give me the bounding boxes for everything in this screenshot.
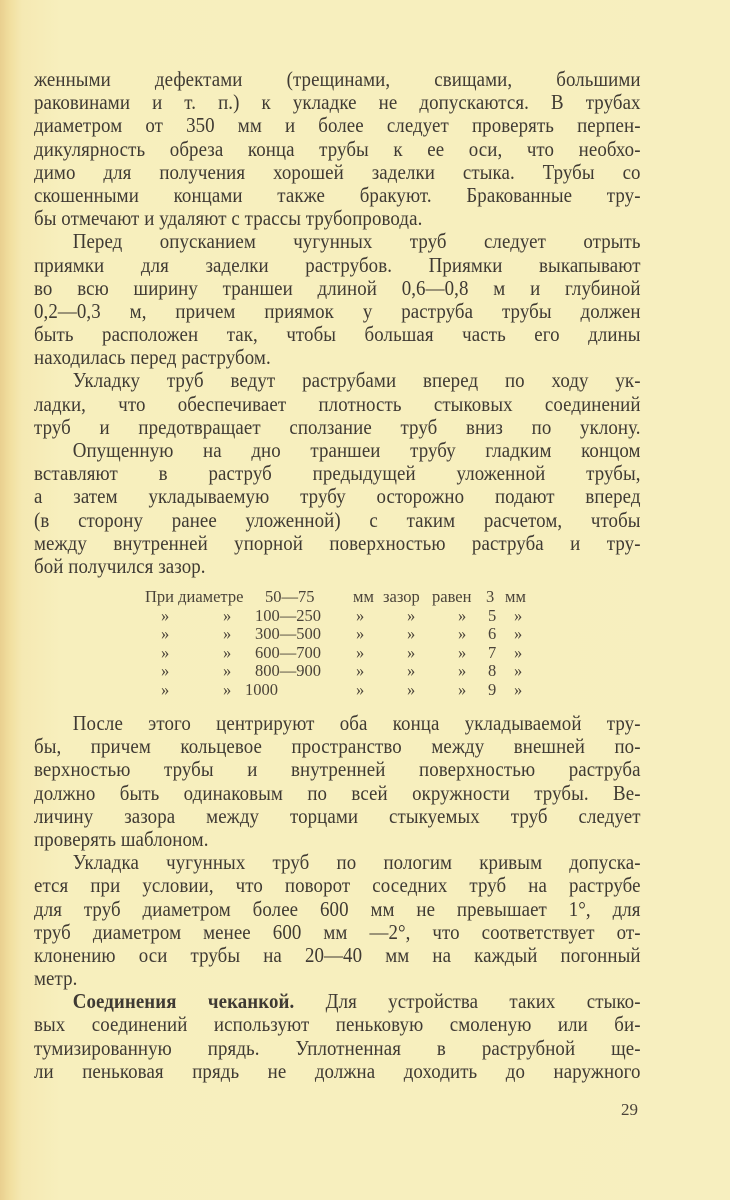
text-line: диаметром от 350 мм и более следует проверять перпен- <box>34 113 641 138</box>
table-cell: 100—250 <box>255 605 321 625</box>
paragraph <box>34 851 641 990</box>
text-line: скошенными концами также бракуют. Бракованные тру- <box>34 182 641 207</box>
text-line: труб диаметром менее 600 мм —2°, что соответствует от- <box>34 919 641 944</box>
table-cell: 1000 <box>245 679 278 699</box>
text-line: бы отмечают и удаляют с трассы трубопровода. <box>34 206 423 231</box>
text-line: быть расположен так, чтобы большая часть его длины <box>34 322 641 347</box>
text-line: Перед опусканием чугунных труб следует отрыть <box>72 229 641 254</box>
text-line: тумизированную прядь. Уплотненная в раструбной ще- <box>34 1035 641 1060</box>
table-cell: » <box>223 605 232 625</box>
table-cell: 600—700 <box>255 642 321 662</box>
text-line: верхностью трубы и внутренней поверхностью раструба <box>34 757 641 782</box>
text-line: После этого центрируют оба конца укладываемой тру- <box>72 711 641 735</box>
paragraph <box>34 439 641 578</box>
table-cell: » <box>407 605 416 625</box>
text-line: ли пеньковая прядь не должна доходить до наружного <box>34 1058 641 1083</box>
table-cell: » <box>407 661 416 681</box>
paragraph <box>34 230 641 369</box>
table-cell: 5 <box>488 605 497 625</box>
text-line: бой получился зазор. <box>34 553 206 578</box>
table-cell: » <box>223 642 232 662</box>
table-cell: » <box>407 679 416 699</box>
table-cell: мм <box>353 587 374 606</box>
text-line: ладки, что обеспечивает плотность стыковых соединений <box>34 391 641 416</box>
table-cell: » <box>514 642 523 662</box>
page-text-upper <box>34 68 641 578</box>
text-line: должно быть одинаковым по всей окружности трубы. Ве- <box>34 780 641 805</box>
text-line: находилась перед раструбом. <box>34 345 271 370</box>
paragraph <box>34 369 641 439</box>
page-text-lower <box>34 712 641 1083</box>
table-cell: » <box>356 605 365 625</box>
paragraph <box>34 68 641 230</box>
table-cell: » <box>161 679 170 699</box>
text-line: между внутренней упорной поверхностью раструба и тру- <box>34 530 641 555</box>
table-cell: » <box>458 679 467 699</box>
table-cell: » <box>356 624 365 644</box>
table-cell: » <box>514 605 523 625</box>
text-line: для труб диаметром более 600 мм не превышает 1°, для <box>34 896 641 921</box>
text-line: Опущенную на дно траншеи трубу гладким концом <box>72 438 641 462</box>
table-cell: » <box>223 679 232 699</box>
table-cell: » <box>458 642 467 662</box>
table-cell: 50—75 <box>265 587 315 606</box>
table-cell: » <box>356 661 365 681</box>
text-line: димо для получения хорошей заделки стыка. Трубы со <box>34 159 641 184</box>
table-cell: » <box>458 605 467 625</box>
text-line: проверять шаблоном. <box>34 826 209 851</box>
text-line: во всю ширину траншеи длиной 0,6—0,8 м и глубиной <box>34 275 641 300</box>
text-line: метр. <box>34 966 78 991</box>
table-cell: мм <box>505 587 526 606</box>
table-cell: » <box>356 642 365 662</box>
text-line: вых соединений используют пеньковую смоленую или би- <box>34 1012 641 1037</box>
text-line: Укладку труб ведут раструбами вперед по ходу ук- <box>72 368 641 393</box>
table-cell: » <box>407 624 416 644</box>
table-cell: 3 <box>486 587 495 606</box>
text-line: приямки для заделки раструбов. Приямки выкапывают <box>34 252 641 277</box>
table-cell: » <box>223 661 232 681</box>
table-cell: » <box>161 661 170 681</box>
table-cell: » <box>161 605 170 625</box>
table-cell: » <box>458 624 467 644</box>
paragraph <box>34 990 641 1083</box>
text-line: раковинами и т. п.) к укладке не допускаются. В трубах <box>34 90 641 115</box>
table-cell: » <box>223 624 232 644</box>
table-cell: » <box>458 661 467 681</box>
table-cell: » <box>514 661 523 681</box>
paragraph <box>34 712 641 851</box>
table-cell: » <box>161 642 170 662</box>
text-line: дикулярность обреза конца трубы к ее оси, что необхо- <box>34 136 641 161</box>
table-cell: 9 <box>488 679 497 699</box>
table-cell: равен <box>432 587 472 606</box>
table-cell: » <box>356 679 365 699</box>
page-number: 29 <box>621 1100 638 1119</box>
table-cell: » <box>514 624 523 644</box>
text-line: Укладка чугунных труб по пологим кривым допуска- <box>72 850 641 875</box>
table-cell: При диаметре <box>145 587 244 606</box>
section-heading: Соединения чеканкой. <box>72 989 295 1014</box>
text-line: а затем укладываемую трубу осторожно подают вперед <box>34 484 641 509</box>
table-cell: зазор <box>383 587 420 606</box>
text-line: труб и предотвращает сползание труб вниз по уклону. <box>34 414 641 439</box>
table-cell: 300—500 <box>255 624 321 644</box>
table-cell: 6 <box>488 624 497 644</box>
table-cell: » <box>161 624 170 644</box>
text-line: (в сторону ранее уложенной) с таким расчетом, чтобы <box>34 507 641 532</box>
text-line: женными дефектами (трещинами, свищами, большими <box>34 67 641 91</box>
table-cell: » <box>514 679 523 699</box>
text-line: личину зазора между торцами стыкуемых труб следует <box>34 803 641 828</box>
table-cell: 800—900 <box>255 661 321 681</box>
text-line <box>34 990 641 1013</box>
text-span: Для устройства таких стыко- <box>294 989 641 1014</box>
text-line: бы, причем кольцевое пространство между внешней по- <box>34 734 641 759</box>
text-line: ется при условии, что поворот соседних труб на раструбе <box>34 873 641 898</box>
table-cell: 7 <box>488 642 497 662</box>
text-line: 0,2—0,3 м, причем приямок у раструба трубы должен <box>34 298 641 323</box>
text-line: клонению оси трубы на 20—40 мм на каждый погонный <box>34 942 641 967</box>
table-cell: » <box>407 642 416 662</box>
table-cell: 8 <box>488 661 497 681</box>
text-line: вставляют в раструб предыдущей уложенной трубы, <box>34 461 641 486</box>
